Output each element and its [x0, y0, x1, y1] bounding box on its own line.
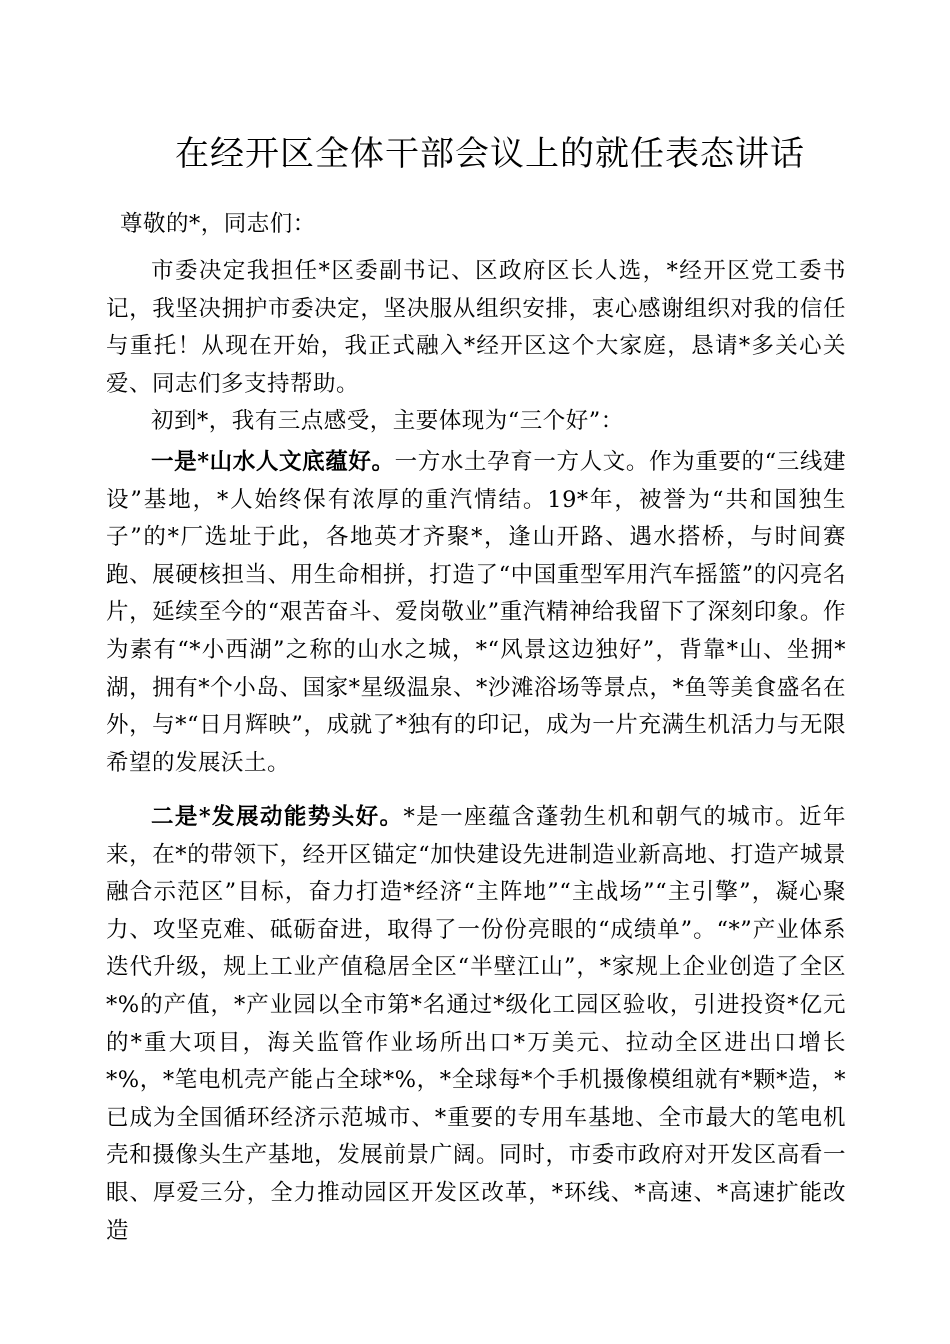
paragraph-lead: 二是*发展动能势头好。 [151, 804, 404, 830]
paragraph-text: 初到*，我有三点感受，主要体现为“三个好”： [151, 408, 624, 434]
paragraph-text: 一方水土孕育一方人文。作为重要的“三线建设”基地，*人始终保有浓厚的重汽情结。19*年，被誉为“共和国独生子”的*厂选址于此，各地英才齐聚*，逢山开路、遇水搭桥，与时间赛跑、展硬核担当、用生命相拼，打造了“中国重型军用汽车摇篮”的闪亮名片，延续至今的“艰苦奋斗、爱岗敬业”重汽精神给我留下了深刻印象。作为素有“*小西湖”之称的山水之城，*“风景这边独好”，背靠*山、坐拥*湖，拥有*个小岛、国家*星级温泉、*沙滩浴场等景点，*鱼等美食盛名在外，与*“日月辉映”，成就了*独有的印记，成为一片充满生机活力与无限希望的发展沃土。 [106, 449, 846, 776]
paragraph-appointment [106, 253, 846, 403]
paragraph-impressions-intro [106, 403, 846, 441]
paragraph-lead: 一是*山水人文底蕴好。 [151, 449, 395, 475]
paragraph-point-one [106, 444, 846, 782]
greeting: 尊敬的*，同志们： [120, 211, 316, 237]
paragraph-text: 市委决定我担任*区委副书记、区政府区长人选，*经开区党工委书记，我坚决拥护市委决定，坚决服从组织安排，衷心感谢组织对我的信任与重托！从现在开始，我正式融入*经开区这个大家庭，恳请*多关心关爱、同志们多支持帮助。 [106, 258, 846, 397]
paragraph-text: *是一座蕴含蓬勃生机和朝气的城市。近年来，在*的带领下，经开区锚定“加快建设先进制造业新高地、打造产城景融合示范区”目标，奋力打造*经济“主阵地”“主战场”“主引擎”，凝心聚力、攻坚克难、砥砺奋进，取得了一份份亮眼的“成绩单”。“*”产业体系迭代升级，规上工业产值稳居全区“半壁江山”，*家规上企业创造了全区*%的产值，*产业园以全市第*名通过*级化工园区验收，引进投资*亿元的*重大项目，海关监管作业场所出口*万美元、拉动全区进出口增长*%，*笔电机壳产能占全球*%，*全球每*个手机摄像模组就有*颗*造，*已成为全国循环经济示范城市、*重要的专用车基地、全市最大的笔电机壳和摄像头生产基地，发展前景广阔。同时，市委市政府对开发区高看一眼、厚爱三分，全力推动园区开发区改革，*环线、*高速、*高速扩能改造 [106, 804, 846, 1244]
paragraph-point-two [106, 799, 846, 1250]
document-title: 在经开区全体干部会议上的就任表态讲话 [175, 134, 805, 174]
